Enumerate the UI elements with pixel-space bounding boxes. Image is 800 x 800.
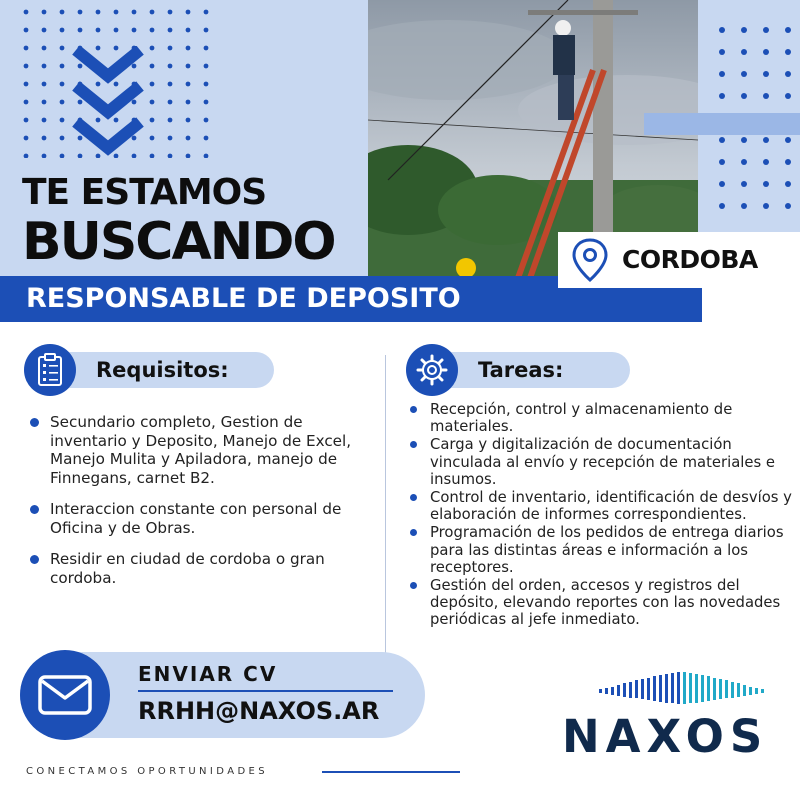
list-item: Carga y digitalización de documentación vinculada al envío y recepción de materiales e insumos. [410,436,795,488]
gear-icon [406,344,458,396]
requirements-title: Requisitos: [96,358,229,382]
contact-email[interactable]: RRHH@NAXOS.AR [138,697,380,725]
list-item: Interaccion constante con personal de Oficina y de Obras. [30,500,375,537]
tasks-icon-circle [406,344,458,396]
accent-bar [644,113,800,135]
location-city: CORDOBA [622,245,758,274]
list-item: Control de inventario, identificación de desvíos y elaboración de informes correspondientes. [410,489,795,523]
triple-chevron-down-icon [72,46,144,158]
requirements-icon-circle [24,344,76,396]
clipboard-icon [24,344,76,396]
brand-logo-text: NAXOS [562,710,769,763]
list-item: Residir en ciudad de cordoba o gran cordoba. [30,550,375,587]
tasks-list [410,401,795,630]
column-divider [385,355,386,655]
send-cv-label: ENVIAR CV [138,662,278,686]
hero-title-line2: BUSCANDO [22,212,335,272]
tagline: CONECTAMOS OPORTUNIDADES [26,766,269,777]
tagline-underline [322,771,460,773]
requirements-list [30,413,375,600]
map-pin-icon [568,236,612,284]
envelope-icon-circle[interactable] [20,650,110,740]
list-item: Secundario completo, Gestion de inventario y Deposito, Manejo de Excel, Manejo Mulita y Apiladora, manejo de Finnegans, carnet B2. [30,413,375,487]
position-title: RESPONSABLE DE DEPOSITO [26,283,461,314]
list-item: Programación de los pedidos de entrega diarios para las distintas áreas e información a los receptores. [410,524,795,576]
envelope-icon [20,650,110,740]
hero-title-line1: TE ESTAMOS [22,172,267,213]
tasks-title: Tareas: [478,358,564,382]
signal-wave-logo-icon [595,670,775,708]
cta-divider [138,690,393,692]
list-item: Gestión del orden, accesos y registros del depósito, elevando reportes con las novedades periódicas al jefe inmediato. [410,577,795,629]
list-item: Recepción, control y almacenamiento de materiales. [410,401,795,435]
